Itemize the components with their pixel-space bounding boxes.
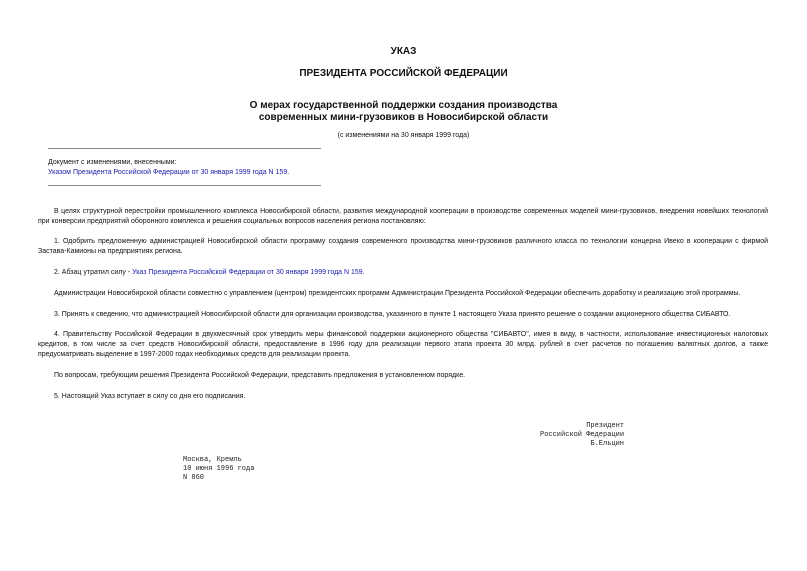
paragraph-text: 4. Правительству Российской Федерации в двухмесячный срок утвердить меры финансовой поддержки акционерного общества "СИБАВТО", имея в виду, в частности, использование инвестиционных налоговых кредитов, в том числе за счет средств Новосибирской области, предоставление в 1996 году для реализации первого этапа проекта 30 млрд. рублей в счет расчетов по погашению валютных долгов, а также предусматривать выделение в 1997-2000 годах необходимых средств для реализации проекта. (38, 331, 768, 358)
paragraph-item-1 (38, 237, 768, 257)
paragraph-text: Администрации Новосибирской области совместно с управлением (центром) президентских программ Администрации Президента Российской Федерации обеспечить доработку и реализацию этой программы. (54, 290, 741, 297)
place-date-block (183, 456, 254, 483)
repealing-decree-link[interactable]: Указ Президента Российской Федерации от 30 января 1999 года N 159. (132, 269, 365, 276)
changes-note: (с изменениями на 30 января 1999 года) (337, 132, 470, 139)
decree-heading: УКАЗ (390, 46, 417, 57)
title-line-2: современных мини-грузовиков в Новосибирской области (258, 112, 549, 123)
signature-office: Российской Федерации (540, 431, 625, 439)
signature-block (540, 422, 624, 449)
repealed-note: 2. Абзац утратил силу - (54, 269, 133, 276)
amending-decree-link[interactable]: Указом Президента Российской Федерации от 30 января 1999 года N 159. (48, 169, 290, 176)
signing-place: Москва, Кремль (183, 456, 242, 464)
paragraph-text: По вопросам, требующим решения Президента Российской Федерации, представить предложения в установленном порядке. (54, 372, 466, 379)
decree-number: N 860 (183, 474, 205, 482)
divider-bottom (48, 185, 321, 186)
signature-title: Президент (586, 422, 624, 430)
paragraph-text: В целях структурной перестройки промышленного комплекса Новосибирской области, развития международной кооперации в производстве современных моделей мини-грузовиков, внедрения новейших технологий при конверсии предприятий оборонного комплекса и решения социальных вопросов населения региона постановляю: (38, 208, 768, 225)
paragraph-item-5 (38, 392, 768, 402)
paragraph-text: 5. Настоящий Указ вступает в силу со дня его подписания. (54, 393, 246, 400)
paragraph-item-2 (38, 268, 768, 278)
paragraph-text: 3. Принять к сведению, что администрацией Новосибирской области для организации производства, указанного в пункте 1 настоящего Указа принято решение о создании акционерного общества СИБАВТО. (54, 311, 731, 318)
paragraph-item-3 (38, 310, 768, 320)
paragraph-text (38, 268, 768, 278)
title-line-1: О мерах государственной поддержки создания производства (249, 100, 558, 111)
signature-name: Б.Ельцин (590, 440, 624, 448)
doc-info-box (48, 158, 289, 178)
paragraph-administration (38, 289, 768, 299)
paragraph-proposals (38, 371, 768, 381)
paragraph-preamble (38, 207, 768, 227)
document-title (0, 100, 807, 124)
paragraph-item-4 (38, 330, 768, 360)
issuer-heading: ПРЕЗИДЕНТА РОССИЙСКОЙ ФЕДЕРАЦИИ (299, 68, 508, 79)
paragraph-text: 1. Одобрить предложенную администрацией Новосибирской области программу создания современного производства мини-грузовиков различного класса по технологии концерна Ивеко в кооперации с фирмой Застава-Камионы на предприятиях региона. (38, 238, 768, 255)
divider-top (48, 148, 321, 149)
doc-info-label: Документ с изменениями, внесенными: (48, 159, 177, 166)
signing-date: 10 июня 1996 года (183, 465, 255, 473)
